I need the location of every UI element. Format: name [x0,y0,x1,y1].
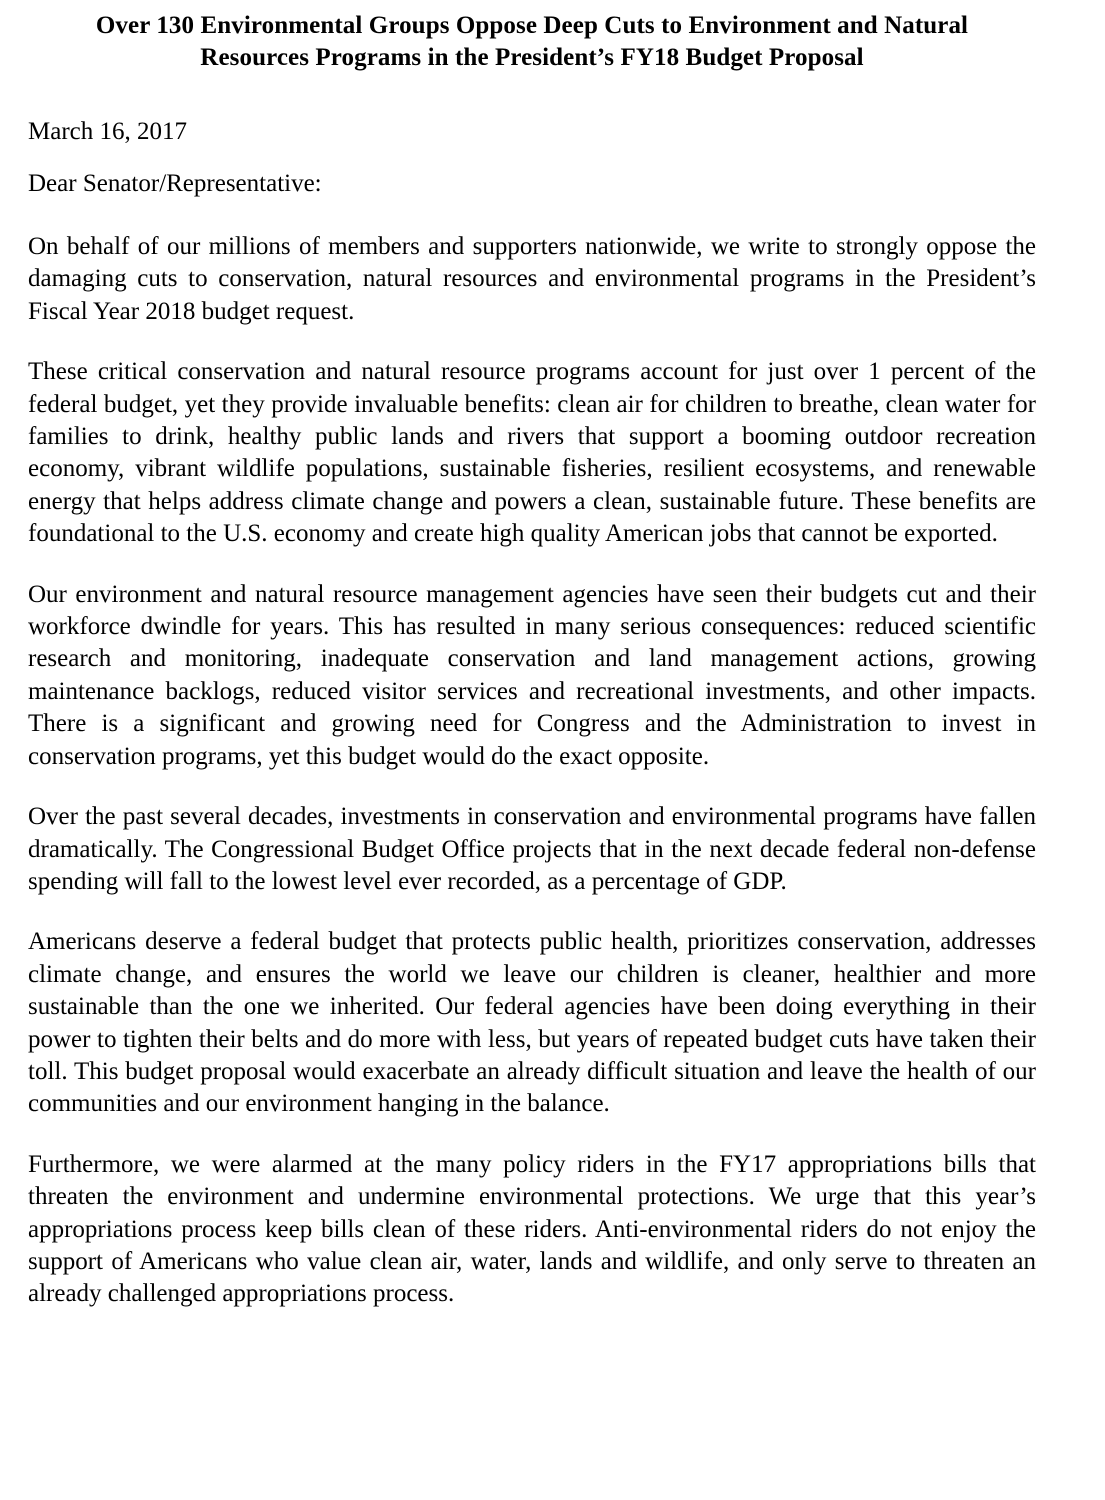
paragraph-4: Over the past several decades, investments in conservation and environmental programs have fallen dramatically. The Congressional Budget Office projects that in the next decade federal non-defense spending will fall to the lowest level ever recorded, as a percentage of GDP. [28,803,1036,895]
paragraph-2: These critical conservation and natural resource programs account for just over 1 percent of the federal budget, yet they provide invaluable benefits: clean air for children to breathe, clean water for families to drink, healthy public lands and rivers that support a booming outdoor recreation economy, vibrant wildlife populations, sustainable fisheries, resilient ecosystems, and renewable energy that helps address climate change and powers a clean, sustainable future. These benefits are foundational to the U.S. economy and create high quality American jobs that cannot be exported. [28,358,1036,548]
paragraph-6: Furthermore, we were alarmed at the many policy riders in the FY17 appropriations bills that threaten the environment and undermine environmental protections. We urge that this year’s appropriations process keep bills clean of these riders. Anti-environmental riders do not enjoy the support of Americans who value clean air, water, lands and wildlife, and only serve to threaten an already challenged appropriations process. [28,1150,1036,1308]
letter-title [28,10,1036,74]
letter-page [28,10,1036,1311]
paragraph-3: Our environment and natural resource management agencies have seen their budgets cut and their workforce dwindle for years. This has resulted in many serious consequences: reduced scientific research and monitoring, inadequate conservation and land management actions, growing maintenance backlogs, reduced visitor services and recreational investments, and other impacts. There is a significant and growing need for Congress and the Administration to invest in conservation programs, yet this budget would do the exact opposite. [28,580,1036,770]
letter-title-line-1: Over 130 Environmental Groups Oppose Deep Cuts to Environment and Natural [95,12,969,39]
letter-title-line-2: Resources Programs in the President’s FY18 Budget Proposal [200,44,864,71]
paragraph-5: Americans deserve a federal budget that protects public health, prioritizes conservation, addresses climate change, and ensures the world we leave our children is cleaner, healthier and more sustainable than the one we inherited. Our federal agencies have been doing everything in their power to tighten their belts and do more with less, but years of repeated budget cuts have taken their toll. This budget proposal would exacerbate an already difficult situation and leave the health of our communities and our environment hanging in the balance. [28,928,1036,1118]
letter-salutation: Dear Senator/Representative: [28,170,322,197]
paragraph-1: On behalf of our millions of members and supporters nationwide, we write to strongly oppose the damaging cuts to conservation, natural resources and environmental programs in the President’s Fiscal Year 2018 budget request. [28,233,1036,325]
letter-date: March 16, 2017 [28,118,187,145]
